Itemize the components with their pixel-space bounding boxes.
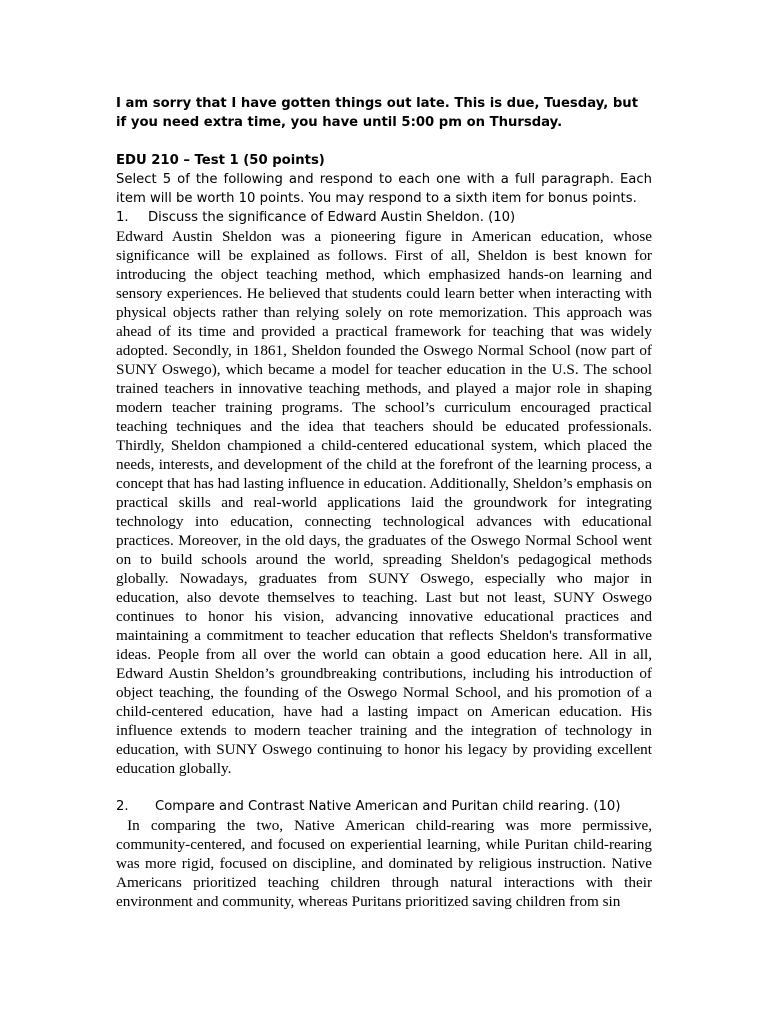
question-1-text: Discuss the significance of Edward Austin Sheldon. (10) — [148, 210, 516, 225]
test-instructions: Select 5 of the following and respond to each one with a full paragraph. Each item will be worth 10 points. You may respond to a sixth item for bonus points. — [116, 172, 652, 206]
test-title: EDU 210 – Test 1 (50 points) — [116, 153, 325, 168]
question-2-number: 2. — [116, 799, 129, 814]
question-1-number: 1. — [116, 210, 129, 225]
spacer — [116, 132, 652, 151]
late-notice: I am sorry that I have gotten things out late. This is due, Tuesday, but if you need extra time, you have until 5:00 pm on Thursday. — [116, 96, 639, 130]
question-2-text: Compare and Contrast Native American and Puritan child rearing. (10) — [155, 799, 621, 814]
question-2-answer: In comparing the two, Native American child-rearing was more permissive, community-centered, and focused on experiential learning, while Puritan child-rearing was more rigid, focused on discipline, and dominated by religious instruction. Native Americans prioritized teaching children through natural interactions with their environment and community, whereas Puritans prioritized saving children from sin — [116, 817, 656, 910]
question-1-prompt — [116, 208, 652, 227]
spacer — [116, 778, 652, 797]
question-2-prompt — [116, 797, 652, 816]
question-1-answer: Edward Austin Sheldon was a pioneering figure in American education, whose significance will be explained as follows. First of all, Sheldon is best known for introducing the object teaching method, which emphasized hands-on learning and sensory experiences. He believed that students could learn better when interacting with physical objects rather than relying solely on rote memorization. This approach was ahead of its time and provided a practical framework for teaching that was widely adopted. Secondly, in 1861, Sheldon founded the Oswego Normal School (now part of SUNY Oswego), which became a model for teacher education in the U.S. The school trained teachers in innovative teaching methods, and played a major role in shaping modern teacher training programs. The school’s curriculum encouraged practical teaching techniques and the idea that teachers should be educated professionals. Thirdly, Sheldon championed a child-centered educational system, which placed the needs, interests, and development of the child at the forefront of the learning process, a concept that has had lasting influence in education. Additionally, Sheldon’s emphasis on practical skills and real-world applications laid the groundwork for integrating technology into education, connecting technological advances with educational practices. Moreover, in the old days, the graduates of the Oswego Normal School went on to build schools around the world, spreading Sheldon's pedagogical methods globally. Nowadays, graduates from SUNY Oswego, especially who major in education, also devote themselves to teaching. Last but not least, SUNY Oswego continues to honor his vision, advancing innovative educational practices and maintaining a commitment to teacher education that reflects Sheldon's transformative ideas. People from all over the world can obtain a good education here. All in all, Edward Austin Sheldon’s groundbreaking contributions, including his introduction of object teaching, the founding of the Oswego Normal School, and his promotion of a child-centered education, have had a lasting impact on American education. His influence extends to modern teacher training and the integration of technology in education, with SUNY Oswego continuing to honor his legacy by providing excellent education globally. — [116, 228, 652, 777]
